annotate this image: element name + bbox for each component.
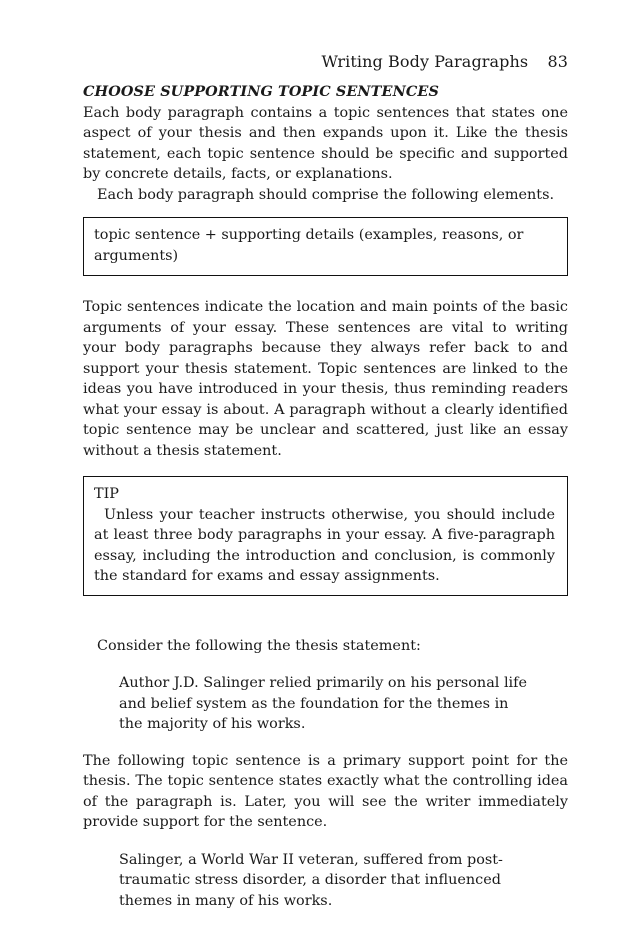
- page-content: [83, 82, 568, 911]
- example-intro: Consider the following the thesis statement:: [97, 637, 421, 654]
- body-paragraph-2: Each body paragraph should comprise the following elements.: [97, 186, 555, 203]
- topic-sentence-quote: Salinger, a World War II veteran, suffered from post-traumatic stress disorder, a disorder that influenced themes in many of his works.: [119, 851, 503, 909]
- page-number: 83: [547, 52, 568, 71]
- section-heading: CHOOSE SUPPORTING TOPIC SENTENCES: [83, 83, 439, 100]
- body-paragraph-1: Each body paragraph contains a topic sentences that states one aspect of your thesis and then expands upon it. Like the thesis statement, each topic sentence should be specific and supported by concrete details, facts, or explanations.: [83, 104, 568, 182]
- running-title: Writing Body Paragraphs: [321, 52, 529, 71]
- formula-box: [83, 217, 568, 276]
- tip-box: [83, 476, 568, 596]
- thesis-quote: Author J.D. Salinger relied primarily on his personal life and belief system as the foundation for the themes in the majority of his works.: [119, 675, 527, 732]
- tip-text: Unless your teacher instructs otherwise, you should include at least three body paragraphs in your essay. A five-paragraph essay, including the introduction and conclusion, is commonly the standard for exams and essay assignments.: [94, 506, 555, 584]
- example-explanation: The following topic sentence is a primary support point for the thesis. The topic sentence states exactly what the controlling idea of the paragraph is. Later, you will see the writer immediately provide support for the sentence.: [83, 752, 568, 830]
- formula-text: topic sentence + supporting details (examples, reasons, or arguments): [94, 227, 524, 264]
- tip-label: TIP: [94, 486, 119, 502]
- body-paragraph-3: Topic sentences indicate the location and main points of the basic arguments of your essay. These sentences are vital to writing your body paragraphs because they always refer back to and support your thesis statement. Topic sentences are linked to the ideas you have introduced in your thesis, thus reminding readers what your essay is about. A paragraph without a clearly identified topic sentence may be unclear and scattered, just like an essay without a thesis statement.: [83, 299, 568, 459]
- running-head: [322, 52, 568, 71]
